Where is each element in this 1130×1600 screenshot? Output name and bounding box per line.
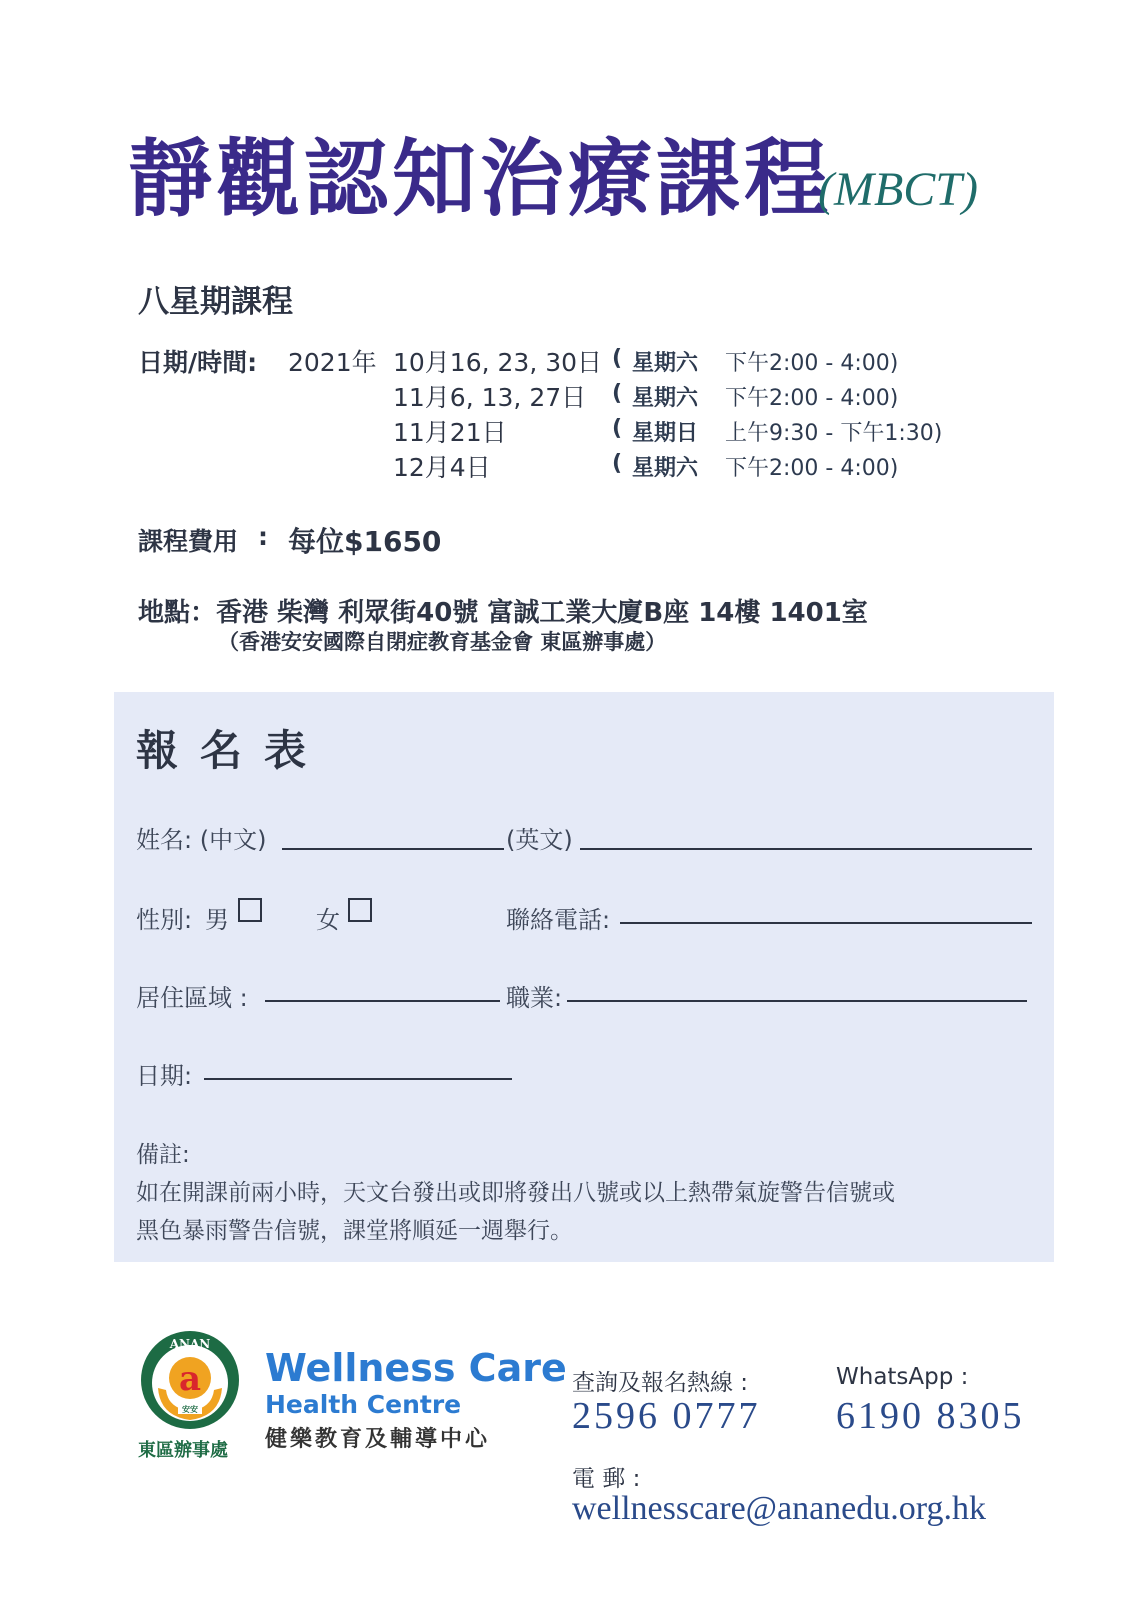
schedule-dates-4: 12月4日 xyxy=(393,453,491,482)
schedule-time-2: 下午2:00 - 4:00) xyxy=(725,386,899,411)
course-duration: 八星期課程 xyxy=(138,284,293,320)
brand-chinese-name: 健樂教育及輔導中心 xyxy=(265,1427,491,1452)
name-chinese-field[interactable] xyxy=(282,848,504,850)
remark-line-1: 如在開課前兩小時，天文台發出或即將發出八號或以上熱帶氣旋警告信號或 xyxy=(136,1180,895,1206)
whatsapp-number[interactable]: 6190 8305 xyxy=(836,1395,1025,1437)
email-address[interactable]: wellnesscare@ananedu.org.hk xyxy=(572,1490,986,1527)
schedule-day-2: 星期六 xyxy=(632,386,699,411)
gender-female-label: 女 xyxy=(316,906,340,934)
brand-subtitle: Health Centre xyxy=(265,1390,462,1419)
remark-label: 備註: xyxy=(136,1142,190,1168)
remark-line-2: 黑色暴雨警告信號，課堂將順延一週舉行。 xyxy=(136,1218,573,1244)
schedule-year: 2021年 xyxy=(288,348,377,377)
schedule-day-4: 星期六 xyxy=(632,456,699,481)
schedule-paren: ( xyxy=(612,381,623,406)
name-chinese-label: 姓名: (中文) xyxy=(136,826,267,854)
venue-note: （香港安安國際自閉症教育基金會 東區辦事處） xyxy=(218,630,667,654)
name-english-label: (英文) xyxy=(506,826,573,854)
brand-name: Wellness Care xyxy=(265,1346,567,1390)
logo-top-text: ANAN xyxy=(169,1337,211,1351)
date-field[interactable] xyxy=(204,1078,512,1080)
fee-value: 每位$1650 xyxy=(288,525,442,558)
logo-department: 東區辦事處 xyxy=(138,1440,228,1461)
occupation-label: 職業: xyxy=(506,984,563,1012)
gender-label: 性別: xyxy=(136,906,193,934)
hotline-label: 查詢及報名熱線 : xyxy=(572,1370,749,1396)
gender-male-checkbox[interactable] xyxy=(238,898,262,922)
schedule-day-3: 星期日 xyxy=(632,421,699,446)
name-english-field[interactable] xyxy=(580,848,1032,850)
logo-small-text: 安安 xyxy=(182,1405,198,1414)
phone-label: 聯絡電話: xyxy=(506,906,611,934)
form-title: 報名表 xyxy=(136,726,329,775)
fee-label: 課程費用 xyxy=(138,527,239,556)
whatsapp-label: WhatsApp : xyxy=(836,1364,969,1390)
schedule-time-4: 下午2:00 - 4:00) xyxy=(725,456,899,481)
schedule-dates-3: 11月21日 xyxy=(393,418,507,447)
hotline-number[interactable]: 2596 0777 xyxy=(572,1395,761,1437)
schedule-dates-2: 11月6, 13, 27日 xyxy=(393,383,587,412)
schedule-label: 日期/時間: xyxy=(138,348,258,377)
fee-colon: : xyxy=(258,522,268,551)
district-label: 居住區域 : xyxy=(136,984,248,1012)
phone-field[interactable] xyxy=(620,922,1032,924)
schedule-day-1: 星期六 xyxy=(632,351,699,376)
schedule-dates-1: 10月16, 23, 30日 xyxy=(393,348,603,377)
occupation-field[interactable] xyxy=(567,1000,1027,1002)
page-title-abbreviation: (MBCT) xyxy=(818,163,978,216)
email-label: 電 郵 : xyxy=(572,1466,641,1492)
schedule-paren: ( xyxy=(612,416,623,441)
district-field[interactable] xyxy=(265,1000,500,1002)
schedule-paren: ( xyxy=(612,451,623,476)
schedule-time-1: 下午2:00 - 4:00) xyxy=(725,351,899,376)
schedule-paren: ( xyxy=(612,346,623,371)
anan-logo xyxy=(138,1328,242,1432)
date-label: 日期: xyxy=(136,1062,193,1090)
schedule-time-3: 上午9:30 - 下午1:30) xyxy=(725,421,943,446)
page-title: 靜觀認知治療課程 xyxy=(128,129,833,228)
logo-letter: a xyxy=(178,1359,202,1399)
anan-logo-icon xyxy=(138,1328,242,1432)
gender-male-label: 男 xyxy=(205,906,229,934)
gender-female-checkbox[interactable] xyxy=(348,898,372,922)
venue-address: 地點：香港 柴灣 利眾街40號 富誠工業大廈B座 14樓 1401室 xyxy=(138,598,868,628)
